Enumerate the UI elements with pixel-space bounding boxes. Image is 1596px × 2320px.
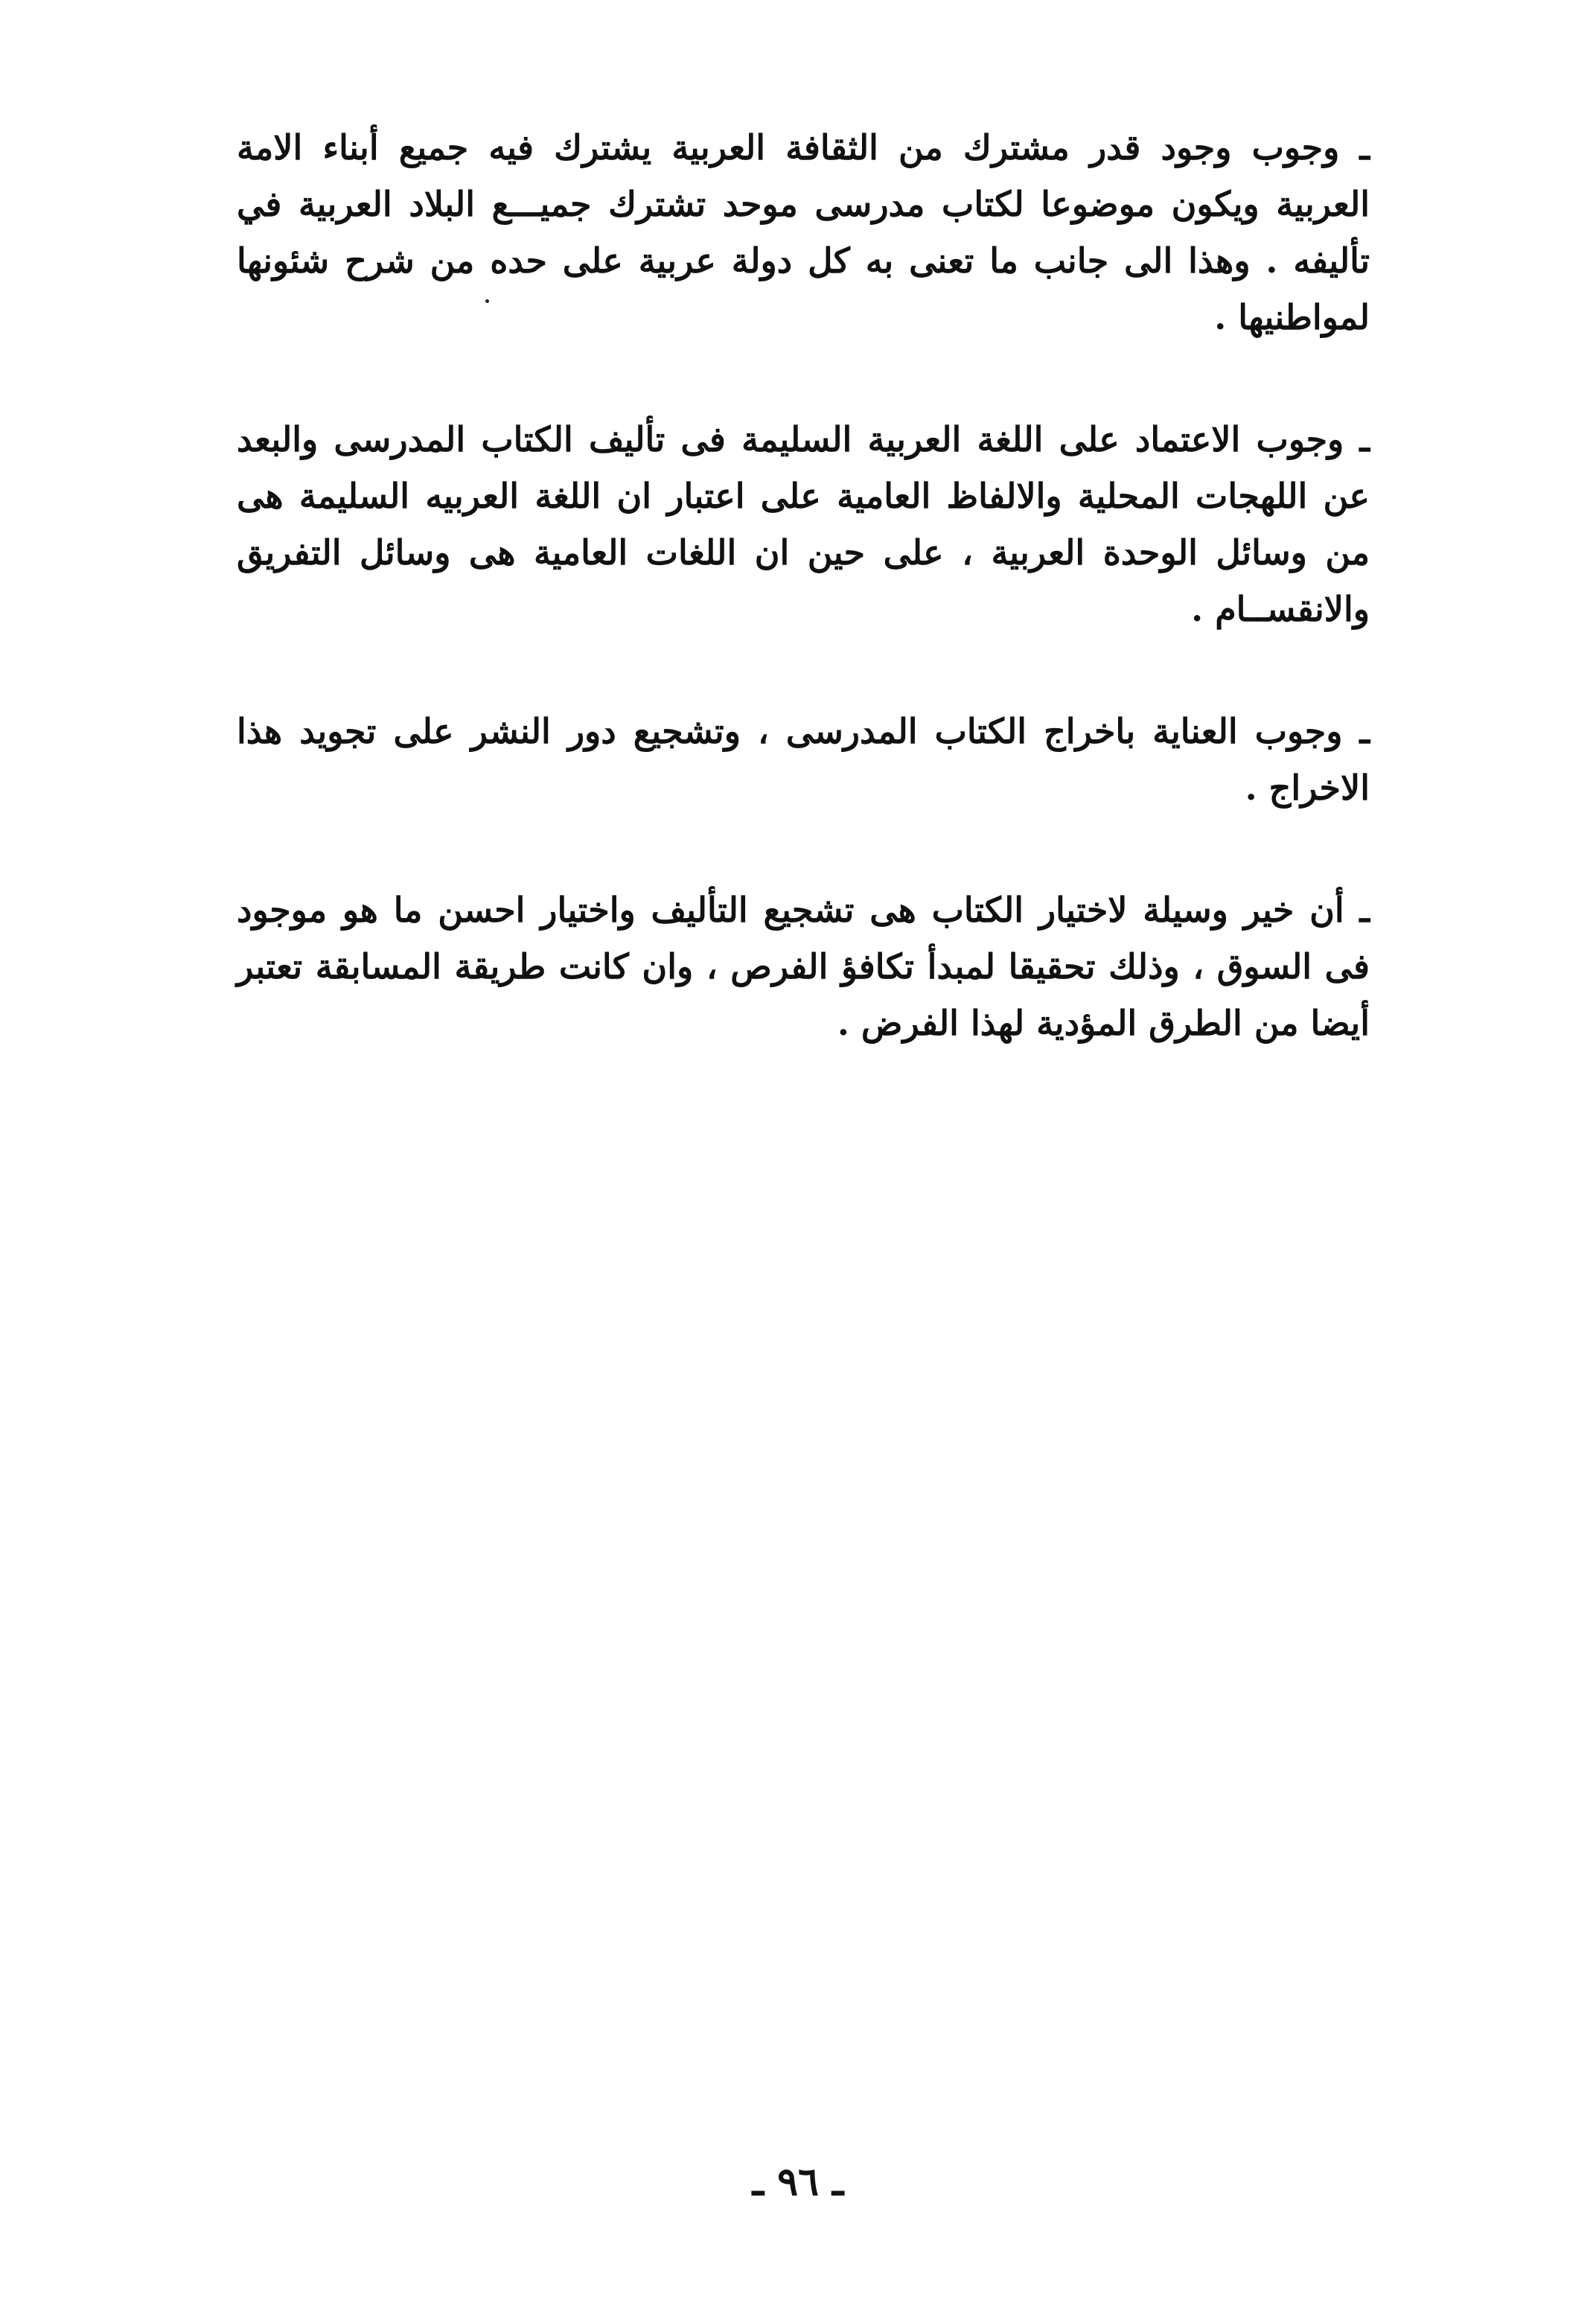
body-text — [237, 119, 1370, 1117]
paragraph-book-selection: ـ أن خير وسيلة لاختيار الكتاب هى تشجيع التأليف واختيار احسن ما هو موجود فى السوق ، وذلك تحقيقا لمبدأ تكافؤ الفرص ، وان كانت طريقة المسابقة تعتبر أيضا من الطرق المؤدية لهذا الفرض . — [237, 890, 1370, 1043]
paragraph-common-culture: ـ وجوب وجود قدر مشترك من الثقافة العربية يشترك فيه جميع أبناء الامة العربية ويكون موضوعا لكتاب مدرسى موحد تشترك جميـــع البلاد العربية في تأليفه . وهذا الى جانب ما تعنى به كل دولة عربية على حده من شرح شئونها لمواطنيها . — [237, 127, 1370, 337]
paragraph-book-production: ـ وجوب العناية باخراج الكتاب المدرسى ، وتشجيع دور النشر على تجويد هذا الاخراج . — [237, 711, 1370, 808]
page-number: ـ ٩٦ ـ — [752, 2159, 844, 2205]
paragraph-standard-arabic: ـ وجوب الاعتماد على اللغة العربية السليمة فى تأليف الكتاب المدرسى والبعد عن اللهجات المحلية والالفاظ العامية على اعتبار ان اللغة العربيه السليمة هى من وسائل الوحدة العربية ، على حين ان اللغات العامية هى وسائل التفريق والانقســام . — [237, 419, 1370, 629]
